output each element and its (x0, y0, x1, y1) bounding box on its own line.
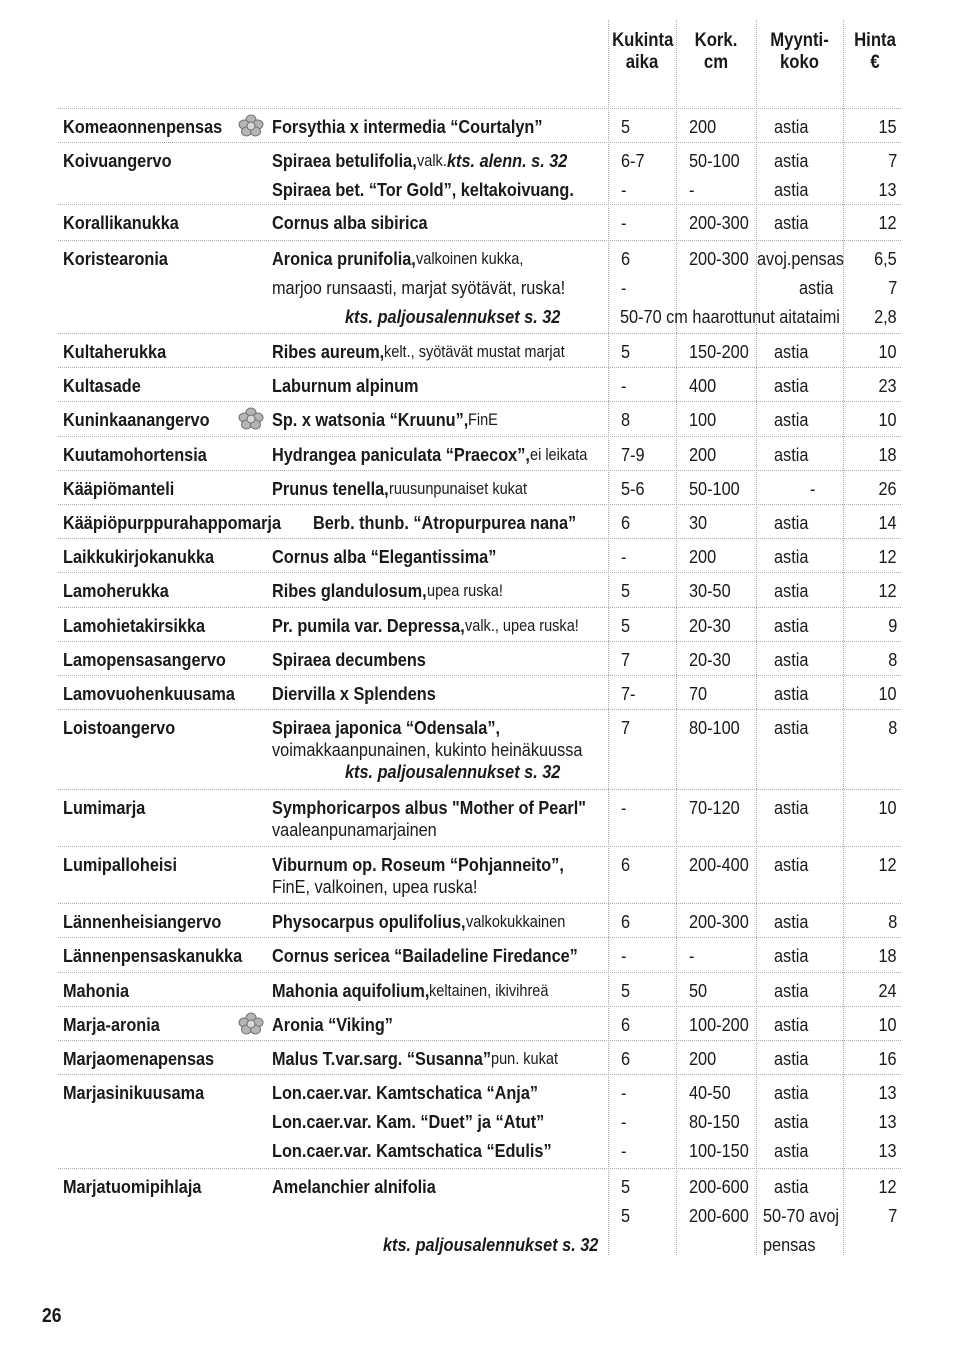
plant-common-name: Kääpiömanteli (63, 478, 175, 499)
plant-description: marjoo runsaasti, marjat syötävät, ruska! (272, 277, 566, 298)
plant-scientific-name: Cornus alba “Elegantissima” (272, 546, 497, 567)
row-divider (58, 1006, 901, 1007)
header-line: koko (779, 52, 820, 73)
price: 14 (878, 512, 897, 533)
column-divider (756, 20, 757, 1255)
sale-size: astia (774, 580, 809, 601)
price: 12 (878, 1176, 897, 1197)
price: 9 (887, 615, 897, 636)
row-divider (58, 504, 901, 505)
plant-description: valk. (416, 152, 447, 170)
row-divider (58, 641, 901, 642)
sale-size: astia (774, 717, 809, 738)
price: 10 (878, 1014, 897, 1035)
sale-size: astia (774, 683, 809, 704)
height-cm: 200 (689, 116, 717, 137)
plant-common-name: Lännenpensaskanukka (63, 945, 243, 966)
bloom-time: 6 (621, 1048, 631, 1069)
sale-size: astia (774, 1140, 809, 1161)
plant-description: FinE, valkoinen, upea ruska! (272, 876, 478, 897)
sale-size: astia (774, 980, 809, 1001)
plant-scientific-name: Aronica prunifolia, (272, 248, 416, 269)
plant-common-name: Lamopensasangervo (63, 649, 226, 670)
plant-scientific-name: Pr. pumila var. Depressa, (272, 615, 465, 636)
sale-size: avoj.pensas (757, 248, 844, 269)
price: 10 (878, 341, 897, 362)
sale-size: astia (774, 341, 809, 362)
plant-common-name: Marjatuomipihlaja (63, 1176, 202, 1197)
bloom-time: 8 (621, 409, 631, 430)
sale-size: astia (774, 854, 809, 875)
height-cm: - (689, 179, 695, 200)
sale-size: astia (774, 797, 809, 818)
height-cm: 200 (689, 444, 717, 465)
height-cm: 150-200 (689, 341, 749, 362)
plant-common-name: Lumipalloheisi (63, 854, 177, 875)
plant-common-name: Koristearonia (63, 248, 168, 269)
price: 2,8 (874, 306, 897, 327)
height-cm: 30-50 (689, 580, 731, 601)
bloom-time: - (621, 945, 627, 966)
bloom-time: 5 (621, 1176, 631, 1197)
price: 16 (878, 1048, 897, 1069)
plant-scientific-name: Spiraea decumbens (272, 649, 426, 670)
height-cm: 200-300 (689, 248, 749, 269)
height-cm: 70-120 (689, 797, 740, 818)
row-divider (58, 1040, 901, 1041)
plant-description: valkokukkainen (465, 913, 565, 931)
plant-description: pun. kukat (490, 1050, 558, 1068)
height-cm: 70 (689, 683, 708, 704)
plant-scientific-name: Cornus sericea “Bailadeline Firedance” (272, 945, 578, 966)
plant-scientific-name: Physocarpus opulifolius, (272, 911, 466, 932)
height-cm: 80-100 (689, 717, 740, 738)
plant-scientific-name: Forsythia x intermedia “Courtalyn” (272, 116, 543, 137)
height-cm: 50-100 (689, 150, 740, 171)
plant-common-name: Marjasinikuusama (63, 1082, 205, 1103)
row-divider (58, 108, 901, 109)
rose-icon (238, 407, 264, 431)
plant-scientific-name: Prunus tenella, (272, 478, 389, 499)
price: 8 (887, 911, 897, 932)
sale-size: astia (774, 649, 809, 670)
plant-description: kelt., syötävät mustat marjat (384, 343, 565, 361)
plant-scientific-name: Symphoricarpos albus "Mother of Pearl" (272, 797, 586, 818)
column-divider (608, 20, 609, 1255)
sale-size: 50-70 avoj (763, 1205, 840, 1226)
bloom-time: 6 (621, 512, 631, 533)
bloom-time: 7 (621, 717, 631, 738)
header-line: Hinta (854, 30, 896, 51)
row-divider (58, 572, 901, 573)
sale-size: astia (774, 945, 809, 966)
plant-common-name: Kultaherukka (63, 341, 167, 362)
price: 13 (878, 1140, 897, 1161)
plant-scientific-name: Spiraea japonica “Odensala”, (272, 717, 501, 738)
plant-common-name: Kuninkaanangervo (63, 409, 210, 430)
plant-common-name: Marja-aronia (63, 1014, 160, 1035)
price: 23 (878, 375, 897, 396)
column-divider (843, 20, 844, 1255)
bloom-time: - (621, 179, 627, 200)
plant-description: valk., upea ruska! (464, 617, 579, 635)
row-divider (58, 240, 901, 241)
height-cm: 100 (689, 409, 717, 430)
bloom-time: 5-6 (621, 478, 645, 499)
bloom-time: 5 (621, 116, 631, 137)
price: 13 (878, 179, 897, 200)
row-divider (58, 367, 901, 368)
header-line: € (870, 52, 880, 73)
page-number: 26 (42, 1305, 62, 1327)
sale-size: astia (774, 546, 809, 567)
plant-scientific-name: Sp. x watsonia “Kruunu”, (272, 409, 469, 430)
bloom-time: - (621, 797, 627, 818)
bloom-time: 5 (621, 980, 631, 1001)
price: 24 (878, 980, 897, 1001)
height-cm: 30 (689, 512, 708, 533)
row-divider (58, 937, 901, 938)
plant-description: keltainen, ikivihreä (429, 982, 549, 1000)
bloom-time: 6 (621, 911, 631, 932)
plant-scientific-name: Viburnum op. Roseum “Pohjanneito”, (272, 854, 564, 875)
bloom-time: 5 (621, 580, 631, 601)
sale-size: astia (774, 409, 809, 430)
height-cm: 200-600 (689, 1205, 749, 1226)
price: 12 (878, 580, 897, 601)
plant-common-name: Kääpiöpurppurahappomarja (63, 512, 282, 533)
row-divider (58, 436, 901, 437)
plant-scientific-name: Ribes glandulosum, (272, 580, 427, 601)
row-divider (58, 470, 901, 471)
row-divider (58, 538, 901, 539)
price: 12 (878, 546, 897, 567)
bloom-time: 6 (621, 854, 631, 875)
bloom-time: 5 (621, 341, 631, 362)
sale-size: astia (774, 1176, 809, 1197)
plant-scientific-name: Berb. thunb. “Atropurpurea nana” (313, 512, 577, 533)
bloom-time: 6 (621, 248, 631, 269)
header-line: Myynti- (770, 30, 829, 51)
discount-note: kts. paljousalennukset s. 32 (345, 306, 561, 327)
row-divider (58, 675, 901, 676)
plant-common-name: Lamohietakirsikka (63, 615, 206, 636)
sale-size: astia (774, 1082, 809, 1103)
plant-scientific-name: Malus T.var.sarg. “Susanna” (272, 1048, 491, 1069)
plant-scientific-name: Lon.caer.var. Kamtschatica “Edulis” (272, 1140, 552, 1161)
plant-scientific-name: Mahonia aquifolium, (272, 980, 430, 1001)
plant-scientific-name: Hydrangea paniculata “Praecox”, (272, 444, 530, 465)
height-cm: 50 (689, 980, 708, 1001)
discount-note: kts. alenn. s. 32 (446, 150, 567, 171)
height-cm: 100-200 (689, 1014, 749, 1035)
plant-scientific-name: Lon.caer.var. Kam. “Duet” ja “Atut” (272, 1111, 545, 1132)
price: 13 (878, 1111, 897, 1132)
bloom-time: 6 (621, 1014, 631, 1035)
plant-scientific-name: Cornus alba sibirica (272, 212, 428, 233)
plant-scientific-name: Ribes aureum, (272, 341, 385, 362)
header-line: aika (625, 52, 659, 73)
bloom-time: 5 (621, 1205, 631, 1226)
sale-size: pensas (763, 1234, 816, 1255)
plant-description: voimakkaanpunainen, kukinto heinäkuussa (272, 739, 583, 760)
price: 10 (878, 683, 897, 704)
bloom-time: - (621, 277, 627, 298)
height-cm: 40-50 (689, 1082, 731, 1103)
column-header-height (681, 30, 751, 74)
plant-common-name: Kuutamohortensia (63, 444, 207, 465)
plant-scientific-name: Amelanchier alnifolia (272, 1176, 436, 1197)
plant-common-name: Kultasade (63, 375, 141, 396)
discount-note: kts. paljousalennukset s. 32 (383, 1234, 599, 1255)
plant-scientific-name: Diervilla x Splendens (272, 683, 436, 704)
plant-scientific-name: Spiraea bet. “Tor Gold”, keltakoivuang. (272, 179, 574, 200)
height-cm: 200-400 (689, 854, 749, 875)
plant-common-name: Koivuangervo (63, 150, 172, 171)
sale-size: astia (799, 277, 834, 298)
plant-common-name: Komeaonnenpensas (63, 116, 223, 137)
plant-common-name: Loistoangervo (63, 717, 176, 738)
price: 7 (887, 277, 897, 298)
product-variant-note: 50-70 cm haarottunut aitataimi (620, 306, 840, 327)
price: 8 (887, 649, 897, 670)
bloom-time: 7-9 (621, 444, 645, 465)
row-divider (58, 709, 901, 710)
row-divider (58, 1074, 901, 1075)
price: 10 (878, 797, 897, 818)
price: 10 (878, 409, 897, 430)
plant-description: ei leikata (529, 446, 588, 464)
column-header-price (847, 30, 903, 74)
sale-size: astia (774, 179, 809, 200)
sale-size: astia (774, 1111, 809, 1132)
plant-common-name: Lamoherukka (63, 580, 169, 601)
height-cm: - (689, 945, 695, 966)
plant-description: ruusunpunaiset kukat (388, 480, 527, 498)
bloom-time: - (621, 212, 627, 233)
plant-common-name: Mahonia (63, 980, 130, 1001)
row-divider (58, 846, 901, 847)
height-cm: 200-300 (689, 212, 749, 233)
plant-scientific-name: Laburnum alpinum (272, 375, 419, 396)
price: 12 (878, 854, 897, 875)
plant-common-name: Korallikanukka (63, 212, 179, 233)
price: 6,5 (874, 248, 897, 269)
sale-size: astia (774, 444, 809, 465)
row-divider (58, 903, 901, 904)
bloom-time: 6-7 (621, 150, 645, 171)
plant-description: upea ruska! (426, 582, 503, 600)
sale-size: astia (774, 911, 809, 932)
plant-common-name: Laikkukirjokanukka (63, 546, 215, 567)
row-divider (58, 789, 901, 790)
header-line: Kork. (694, 30, 738, 51)
price: 15 (878, 116, 897, 137)
row-divider (58, 333, 901, 334)
height-cm: 200 (689, 546, 717, 567)
sale-size: astia (774, 375, 809, 396)
height-cm: 100-150 (689, 1140, 749, 1161)
bloom-time: 7 (621, 649, 631, 670)
price: 7 (887, 1205, 897, 1226)
plant-common-name: Lumimarja (63, 797, 146, 818)
height-cm: 50-100 (689, 478, 740, 499)
plant-description: valkoinen kukka, (415, 250, 524, 268)
row-divider (58, 204, 901, 205)
row-divider (58, 1168, 901, 1169)
row-divider (58, 972, 901, 973)
sale-size: - (810, 478, 816, 499)
plant-common-name: Marjaomenapensas (63, 1048, 215, 1069)
column-divider (676, 20, 677, 1255)
bloom-time: 5 (621, 615, 631, 636)
header-line: Kukinta (612, 30, 674, 51)
bloom-time: - (621, 1140, 627, 1161)
sale-size: astia (774, 512, 809, 533)
discount-note: kts. paljousalennukset s. 32 (345, 761, 561, 782)
sale-size: astia (774, 1014, 809, 1035)
sale-size: astia (774, 116, 809, 137)
plant-scientific-name: Aronia “Viking” (272, 1014, 393, 1035)
sale-size: astia (774, 1048, 809, 1069)
height-cm: 200-600 (689, 1176, 749, 1197)
sale-size: astia (774, 615, 809, 636)
row-divider (58, 142, 901, 143)
column-header-sale-size (761, 30, 838, 74)
bloom-time: 7- (621, 683, 636, 704)
price: 8 (887, 717, 897, 738)
row-divider (58, 607, 901, 608)
height-cm: 200 (689, 1048, 717, 1069)
price: 18 (878, 444, 897, 465)
price: 12 (878, 212, 897, 233)
height-cm: 400 (689, 375, 717, 396)
price: 13 (878, 1082, 897, 1103)
header-line: cm (703, 52, 729, 73)
row-divider (58, 401, 901, 402)
bloom-time: - (621, 1082, 627, 1103)
plant-description: FinE (468, 411, 499, 429)
height-cm: 80-150 (689, 1111, 740, 1132)
price: 7 (887, 150, 897, 171)
plant-common-name: Lännenheisiangervo (63, 911, 222, 932)
plant-scientific-name: Lon.caer.var. Kamtschatica “Anja” (272, 1082, 539, 1103)
height-cm: 20-30 (689, 649, 731, 670)
bloom-time: - (621, 375, 627, 396)
price: 18 (878, 945, 897, 966)
plant-common-name: Lamovuohenkuusama (63, 683, 235, 704)
column-header-bloom (612, 30, 672, 74)
height-cm: 20-30 (689, 615, 731, 636)
rose-icon (238, 114, 264, 138)
plant-description: vaaleanpunamarjainen (272, 819, 437, 840)
sale-size: astia (774, 212, 809, 233)
sale-size: astia (774, 150, 809, 171)
bloom-time: - (621, 1111, 627, 1132)
plant-scientific-name: Spiraea betulifolia, (272, 150, 417, 171)
height-cm: 200-300 (689, 911, 749, 932)
price: 26 (878, 478, 897, 499)
rose-icon (238, 1012, 264, 1036)
bloom-time: - (621, 546, 627, 567)
